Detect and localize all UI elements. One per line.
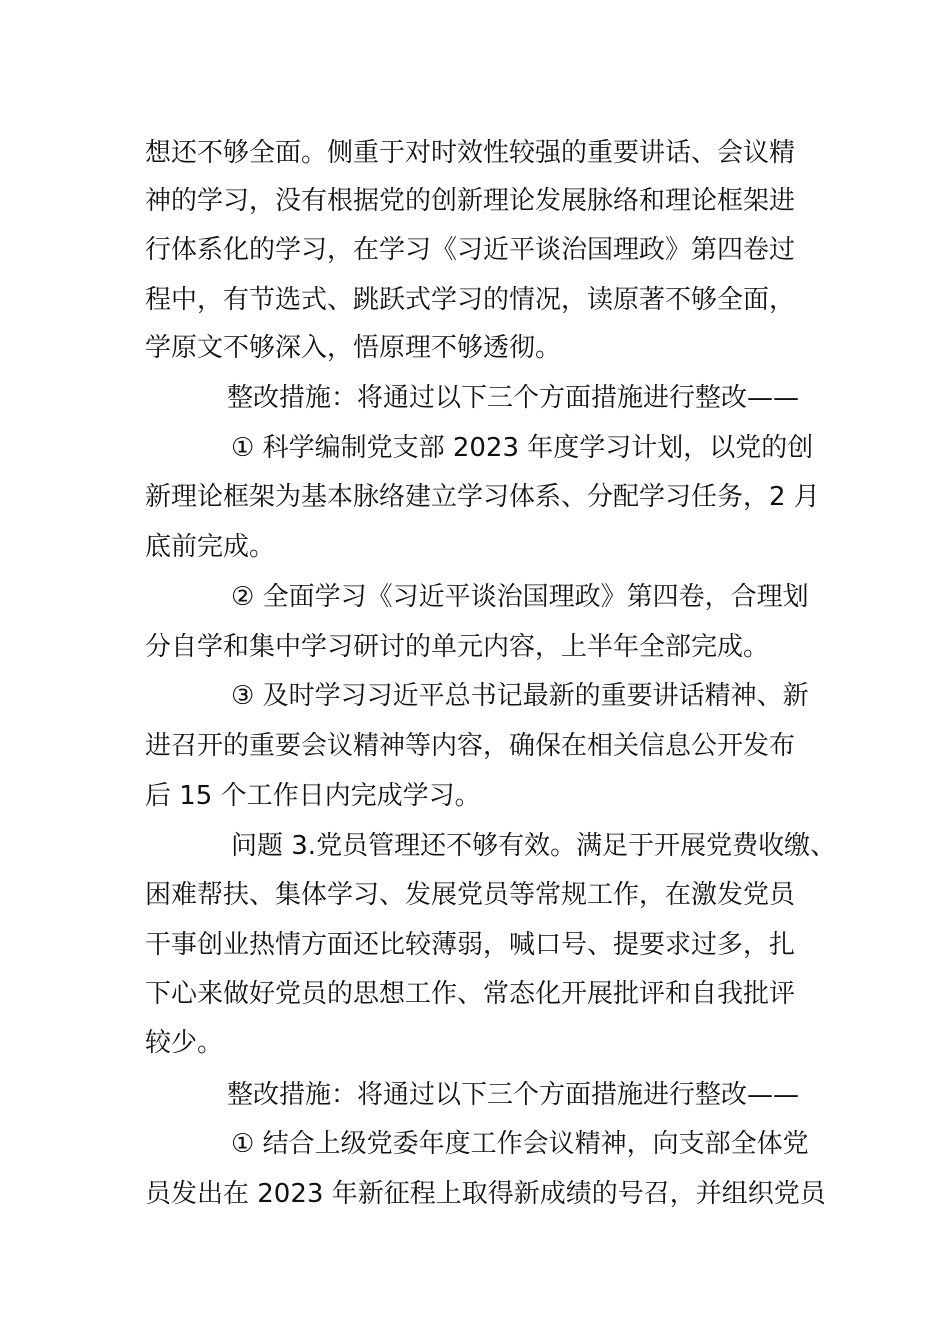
text-line: 后 15 个工作日内完成学习。 xyxy=(145,781,481,811)
text-line: 神的学习，没有根据党的创新理论发展脉络和理论框架进 xyxy=(145,186,796,216)
section-heading: 整改措施：将通过以下三个方面措施进行整改—— xyxy=(227,383,800,413)
list-item: ① 科学编制党支部 2023 年度学习计划，以党的创 xyxy=(231,433,814,463)
text-line: 困难帮扶、集体学习、发展党员等常规工作，在激发党员 xyxy=(145,880,796,910)
list-item: ② 全面学习《习近平谈治国理政》第四卷，合理划 xyxy=(231,582,809,612)
text-line: 新理论框架为基本脉络建立学习体系、分配学习任务，2 月 xyxy=(145,482,820,512)
list-item: ① 结合上级党委年度工作会议精神，向支部全体党 xyxy=(231,1129,809,1159)
problem-heading: 问题 3.党员管理还不够有效。满足于开展党费收缴、 xyxy=(231,831,837,861)
text-line: 想还不够全面。侧重于对时效性较强的重要讲话、会议精 xyxy=(145,138,796,168)
text-line: 进召开的重要会议精神等内容，确保在相关信息公开发布 xyxy=(145,731,796,761)
text-line: 底前完成。 xyxy=(145,532,276,562)
text-line: 学原文不够深入，悟原理不够透彻。 xyxy=(145,333,562,363)
text-line: 干事创业热情方面还比较薄弱，喊口号、提要求过多，扎 xyxy=(145,930,796,960)
text-line: 员发出在 2023 年新征程上取得新成绩的号召，并组织党员 xyxy=(145,1179,826,1209)
text-line: 程中，有节选式、跳跃式学习的情况，读原著不够全面， xyxy=(145,285,796,315)
list-item: ③ 及时学习习近平总书记最新的重要讲话精神、新 xyxy=(231,681,809,711)
text-line: 下心来做好党员的思想工作、常态化开展批评和自我批评 xyxy=(145,979,796,1009)
text-line: 分自学和集中学习研讨的单元内容，上半年全部完成。 xyxy=(145,632,770,662)
text-line: 行体系化的学习，在学习《习近平谈治国理政》第四卷过 xyxy=(145,235,796,265)
section-heading: 整改措施：将通过以下三个方面措施进行整改—— xyxy=(227,1080,800,1110)
text-line: 较少。 xyxy=(145,1028,224,1058)
